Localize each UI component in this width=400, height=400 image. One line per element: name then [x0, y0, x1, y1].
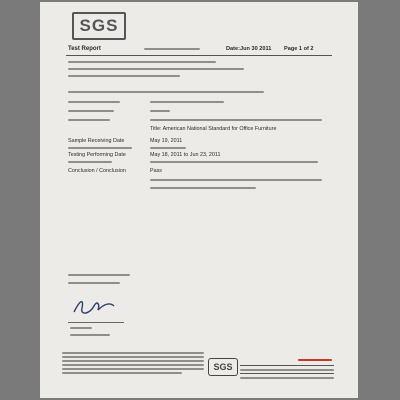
signatory-name — [70, 327, 92, 329]
signed-for-line-1 — [68, 274, 130, 276]
standard-title: Title: American National Standard for Office Furniture — [150, 126, 277, 132]
footer-text-4 — [62, 364, 204, 366]
report-date: Date:Jun 30 2011 — [226, 46, 272, 52]
footer-address-2 — [240, 377, 334, 379]
resubmission-value — [150, 147, 186, 149]
testing-period-label: Testing Performing Date — [68, 152, 126, 158]
sample-value-2 — [150, 110, 170, 112]
testing-period-value: May 18, 2011 to Jun 23, 2011 — [150, 152, 221, 158]
sample-label-2 — [68, 110, 114, 112]
conclusion-label: Conclusion / Conclusion — [68, 168, 126, 174]
sgs-footer-logo: SGS — [208, 358, 238, 376]
footer-text-6 — [62, 372, 182, 374]
receiving-date-label: Sample Receiving Date — [68, 138, 125, 144]
signature-rule — [68, 322, 124, 323]
conclusion-value: Pass — [150, 168, 162, 174]
resubmission-label — [68, 147, 132, 149]
header-rule — [66, 55, 332, 56]
sample-value-1 — [150, 101, 224, 103]
report-title: Test Report — [68, 46, 101, 52]
page-number: Page 1 of 2 — [284, 46, 314, 52]
footer-text-5 — [62, 368, 204, 370]
footer-rule-2 — [240, 373, 334, 374]
applicant-line-3 — [68, 75, 180, 77]
sample-label-1 — [68, 101, 120, 103]
conclusion-note-1 — [150, 179, 322, 181]
serial-number — [298, 359, 332, 361]
signed-for-line-2 — [68, 282, 120, 284]
sgs-logo: SGS — [72, 12, 126, 40]
signatory-title — [70, 334, 110, 336]
sample-value-3 — [150, 119, 322, 121]
receiving-date-value: May 19, 2011 — [150, 138, 183, 144]
footer-text-2 — [62, 356, 204, 358]
intro-sentence — [68, 91, 264, 93]
conclusion-note-2 — [150, 187, 256, 189]
sample-label-3 — [68, 119, 110, 121]
requested-tests-value — [150, 161, 318, 163]
footer-text-3 — [62, 360, 204, 362]
footer-rule-1 — [240, 365, 334, 366]
footer-address-1 — [240, 369, 334, 371]
applicant-line-2 — [68, 68, 244, 70]
report-number-placeholder — [144, 48, 200, 50]
requested-tests-label — [68, 161, 112, 163]
applicant-line-1 — [68, 61, 216, 63]
report-page — [40, 2, 358, 398]
footer-text-1 — [62, 352, 204, 354]
signature — [70, 294, 118, 320]
